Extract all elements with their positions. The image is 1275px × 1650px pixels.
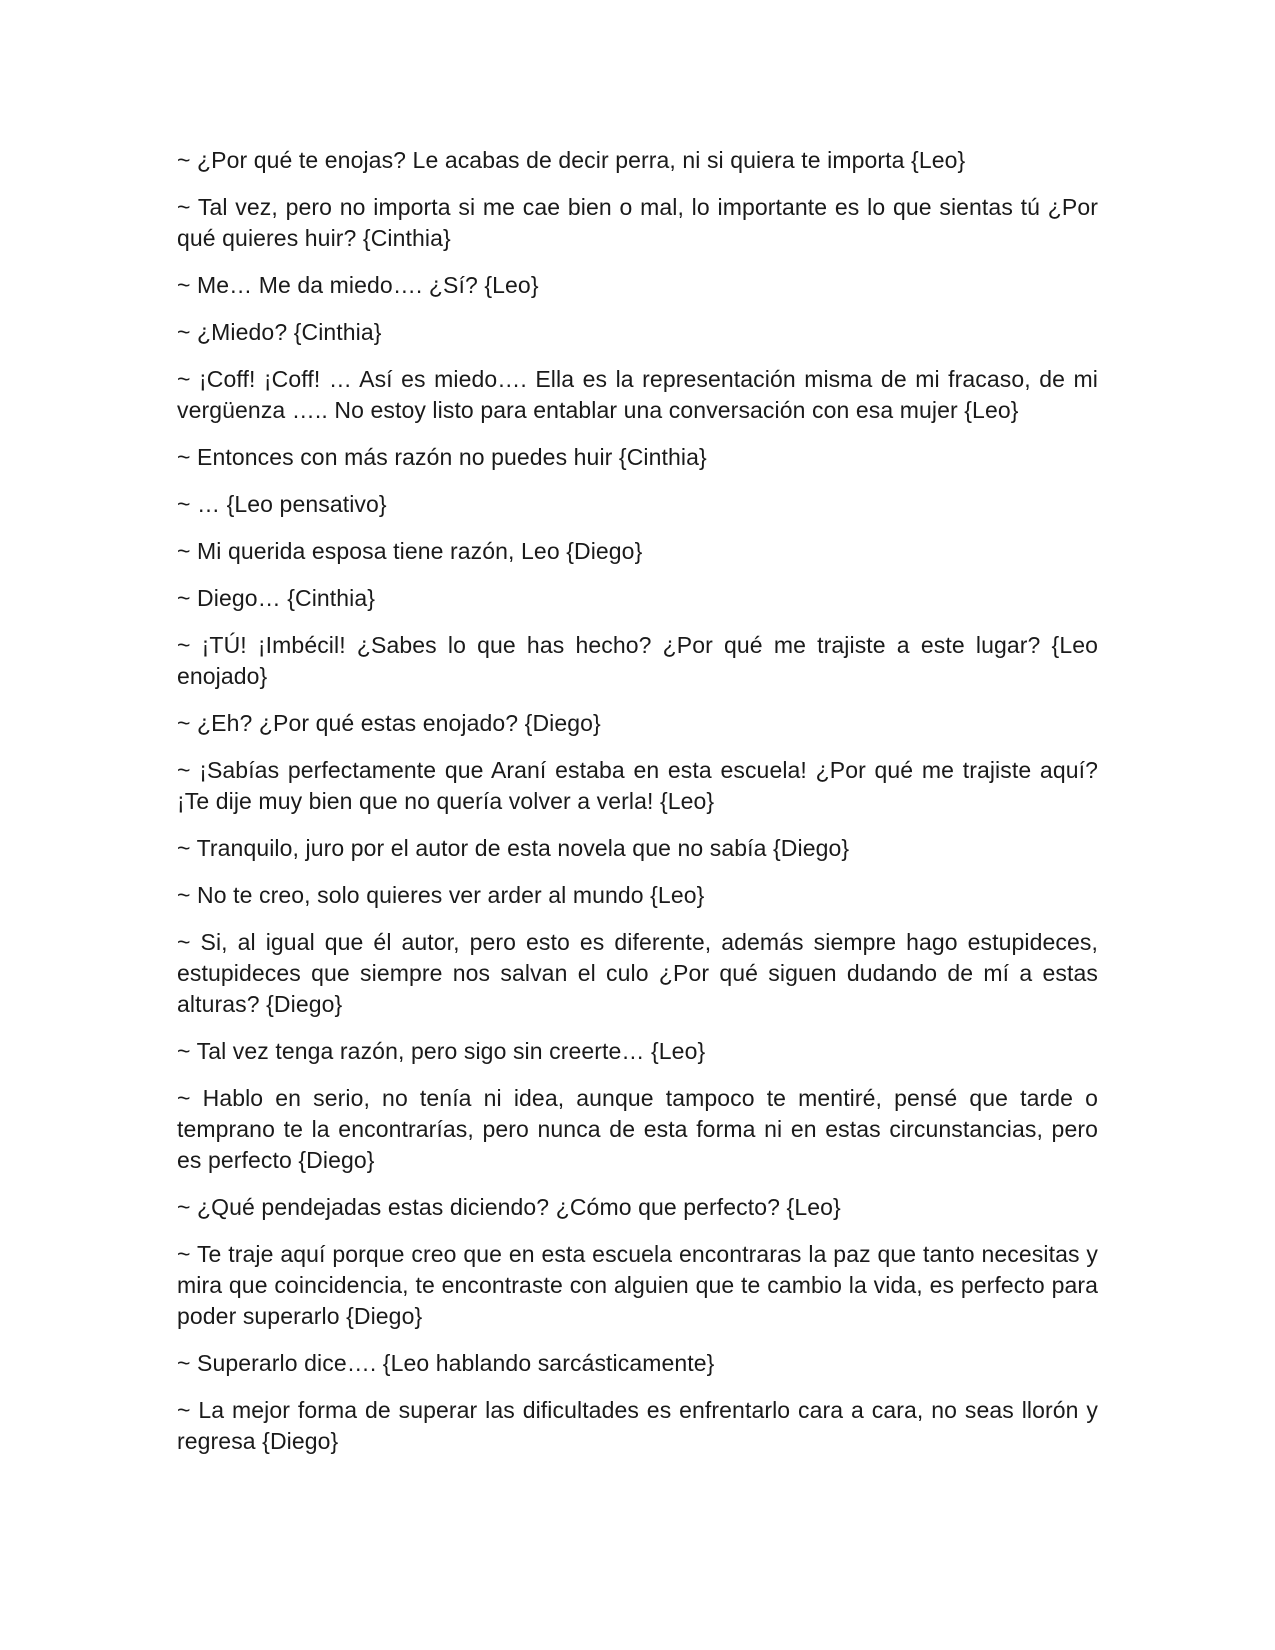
dialogue-paragraph: ~ Diego… {Cinthia}: [177, 585, 376, 611]
dialogue-paragraph: ~ Tranquilo, juro por el autor de esta novela que no sabía {Diego}: [177, 835, 850, 861]
dialogue-paragraph: ~ Hablo en serio, no tenía ni idea, aunque tampoco te mentiré, pensé que tarde o temprano te la encontrarías, pero nunca de esta forma ni en estas circunstancias, pero es perfecto {Diego}: [177, 1085, 1098, 1173]
dialogue-paragraph: ~ ¿Por qué te enojas? Le acabas de decir perra, ni si quiera te importa {Leo}: [177, 147, 966, 173]
dialogue-paragraph: ~ No te creo, solo quieres ver arder al mundo {Leo}: [177, 882, 705, 908]
dialogue-paragraph: ~ Tal vez tenga razón, pero sigo sin creerte… {Leo}: [177, 1038, 706, 1064]
dialogue-paragraph: ~ ¡Sabías perfectamente que Araní estaba en esta escuela! ¿Por qué me trajiste aquí? ¡Te dije muy bien que no quería volver a verla! {Leo}: [177, 757, 1098, 814]
dialogue-paragraph: ~ Si, al igual que él autor, pero esto es diferente, además siempre hago estupideces, estupideces que siempre nos salvan el culo ¿Por qué siguen dudando de mí a estas alturas? {Diego}: [177, 929, 1098, 1017]
dialogue-paragraph: ~ ¿Qué pendejadas estas diciendo? ¿Cómo que perfecto? {Leo}: [177, 1194, 841, 1220]
dialogue-paragraph: ~ ¡Coff! ¡Coff! … Así es miedo…. Ella es la representación misma de mi fracaso, de mi vergüenza ….. No estoy listo para entablar una conversación con esa mujer {Leo}: [177, 366, 1098, 423]
dialogue-body: [177, 145, 1098, 1473]
dialogue-paragraph: ~ La mejor forma de superar las dificultades es enfrentarlo cara a cara, no seas llorón y regresa {Diego}: [177, 1397, 1098, 1454]
dialogue-paragraph: ~ Tal vez, pero no importa si me cae bien o mal, lo importante es lo que sientas tú ¿Por qué quieres huir? {Cinthia}: [177, 194, 1098, 251]
dialogue-paragraph: ~ ¡TÚ! ¡Imbécil! ¿Sabes lo que has hecho? ¿Por qué me trajiste a este lugar? {Leo enojado}: [177, 632, 1098, 689]
dialogue-paragraph: ~ Me… Me da miedo…. ¿Sí? {Leo}: [177, 272, 539, 298]
dialogue-paragraph: ~ Superarlo dice…. {Leo hablando sarcásticamente}: [177, 1350, 715, 1376]
dialogue-paragraph: ~ ¿Miedo? {Cinthia}: [177, 319, 382, 345]
dialogue-paragraph: ~ ¿Eh? ¿Por qué estas enojado? {Diego}: [177, 710, 601, 736]
dialogue-paragraph: ~ … {Leo pensativo}: [177, 491, 387, 517]
dialogue-paragraph: ~ Entonces con más razón no puedes huir {Cinthia}: [177, 444, 707, 470]
dialogue-paragraph: ~ Mi querida esposa tiene razón, Leo {Diego}: [177, 538, 643, 564]
dialogue-paragraph: ~ Te traje aquí porque creo que en esta escuela encontraras la paz que tanto necesitas y mira que coincidencia, te encontraste con alguien que te cambio la vida, es perfecto para poder superarlo {Diego}: [177, 1241, 1098, 1329]
